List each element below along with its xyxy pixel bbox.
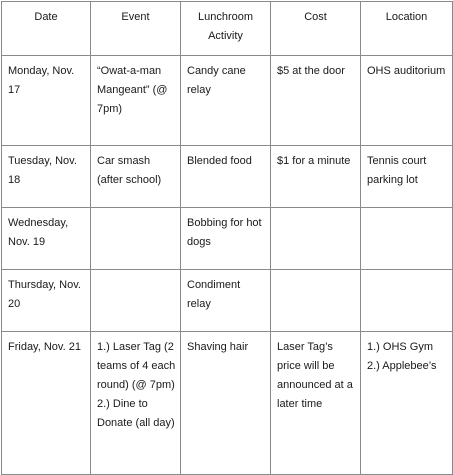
cell-text: Blended food xyxy=(187,155,252,167)
cell-location xyxy=(361,146,453,208)
cell-text: dogs xyxy=(187,236,211,248)
cell-text: Laser Tag’s xyxy=(277,341,333,353)
cell-text: Tuesday, Nov. xyxy=(8,155,77,167)
cell-text: later time xyxy=(277,398,323,410)
cell-text: $5 at the door xyxy=(277,65,345,77)
cell-text: round) (@ 7pm) xyxy=(97,379,175,391)
cell-cost xyxy=(271,208,361,270)
header-lunchroom-activity: Lunchroom Activity xyxy=(181,2,271,56)
table-row xyxy=(2,146,453,208)
cell-date xyxy=(2,208,91,270)
header-location: Location xyxy=(361,2,453,56)
cell-cost xyxy=(271,270,361,332)
cell-text: Donate (all day) xyxy=(97,417,175,429)
cell-text: $1 for a minute xyxy=(277,155,351,167)
event-schedule-table xyxy=(1,1,453,475)
header-event: Event xyxy=(91,2,181,56)
cell-text: Nov. 19 xyxy=(8,236,46,248)
cell-event xyxy=(91,146,181,208)
cell-text: parking lot xyxy=(367,174,418,186)
table-row xyxy=(2,208,453,270)
cell-text: Friday, Nov. 21 xyxy=(8,341,81,353)
cell-activity xyxy=(181,56,271,146)
cell-event xyxy=(91,56,181,146)
cell-location xyxy=(361,270,453,332)
cell-activity xyxy=(181,208,271,270)
cell-text: 2.) Dine to xyxy=(97,398,148,410)
cell-text: 17 xyxy=(8,84,21,96)
cell-text: 18 xyxy=(8,174,21,186)
cell-text: Condiment xyxy=(187,279,241,291)
cell-text: “Owat-a-man xyxy=(97,65,162,77)
cell-text: 1.) OHS Gym xyxy=(367,341,434,353)
cell-text: Thursday, Nov. xyxy=(8,279,81,291)
cell-location xyxy=(361,56,453,146)
cell-date xyxy=(2,332,91,475)
cell-text: 7pm) xyxy=(97,103,123,115)
cell-date xyxy=(2,56,91,146)
header-cost: Cost xyxy=(271,2,361,56)
cell-cost xyxy=(271,56,361,146)
cell-text: (after school) xyxy=(97,174,162,186)
cell-text: price will be xyxy=(277,360,335,372)
cell-text: Bobbing for hot xyxy=(187,217,262,229)
cell-location xyxy=(361,208,453,270)
header-date: Date xyxy=(2,2,91,56)
cell-text: Shaving hair xyxy=(187,341,249,353)
cell-activity xyxy=(181,332,271,475)
cell-text: Wednesday, xyxy=(8,217,69,229)
cell-text: Candy cane xyxy=(187,65,246,77)
cell-text: OHS auditorium xyxy=(367,65,446,77)
cell-text: Tennis court xyxy=(367,155,427,167)
cell-text: Mangeant” (@ xyxy=(97,84,168,96)
cell-activity xyxy=(181,146,271,208)
cell-cost xyxy=(271,146,361,208)
table-row xyxy=(2,56,453,146)
cell-text: 1.) Laser Tag (2 xyxy=(97,341,174,353)
cell-location xyxy=(361,332,453,475)
cell-text: relay xyxy=(187,84,211,96)
table-row xyxy=(2,270,453,332)
cell-event xyxy=(91,208,181,270)
header-row xyxy=(2,2,453,56)
cell-date xyxy=(2,146,91,208)
cell-text: 2.) Applebee’s xyxy=(367,360,437,372)
cell-text: 20 xyxy=(8,298,21,310)
cell-text: Monday, Nov. xyxy=(8,65,75,77)
cell-cost xyxy=(271,332,361,475)
cell-text: relay xyxy=(187,298,211,310)
cell-event xyxy=(91,332,181,475)
cell-activity xyxy=(181,270,271,332)
cell-date xyxy=(2,270,91,332)
cell-text: announced at a xyxy=(277,379,353,391)
cell-text: teams of 4 each xyxy=(97,360,176,372)
cell-text: Car smash xyxy=(97,155,151,167)
table-row xyxy=(2,332,453,475)
cell-event xyxy=(91,270,181,332)
